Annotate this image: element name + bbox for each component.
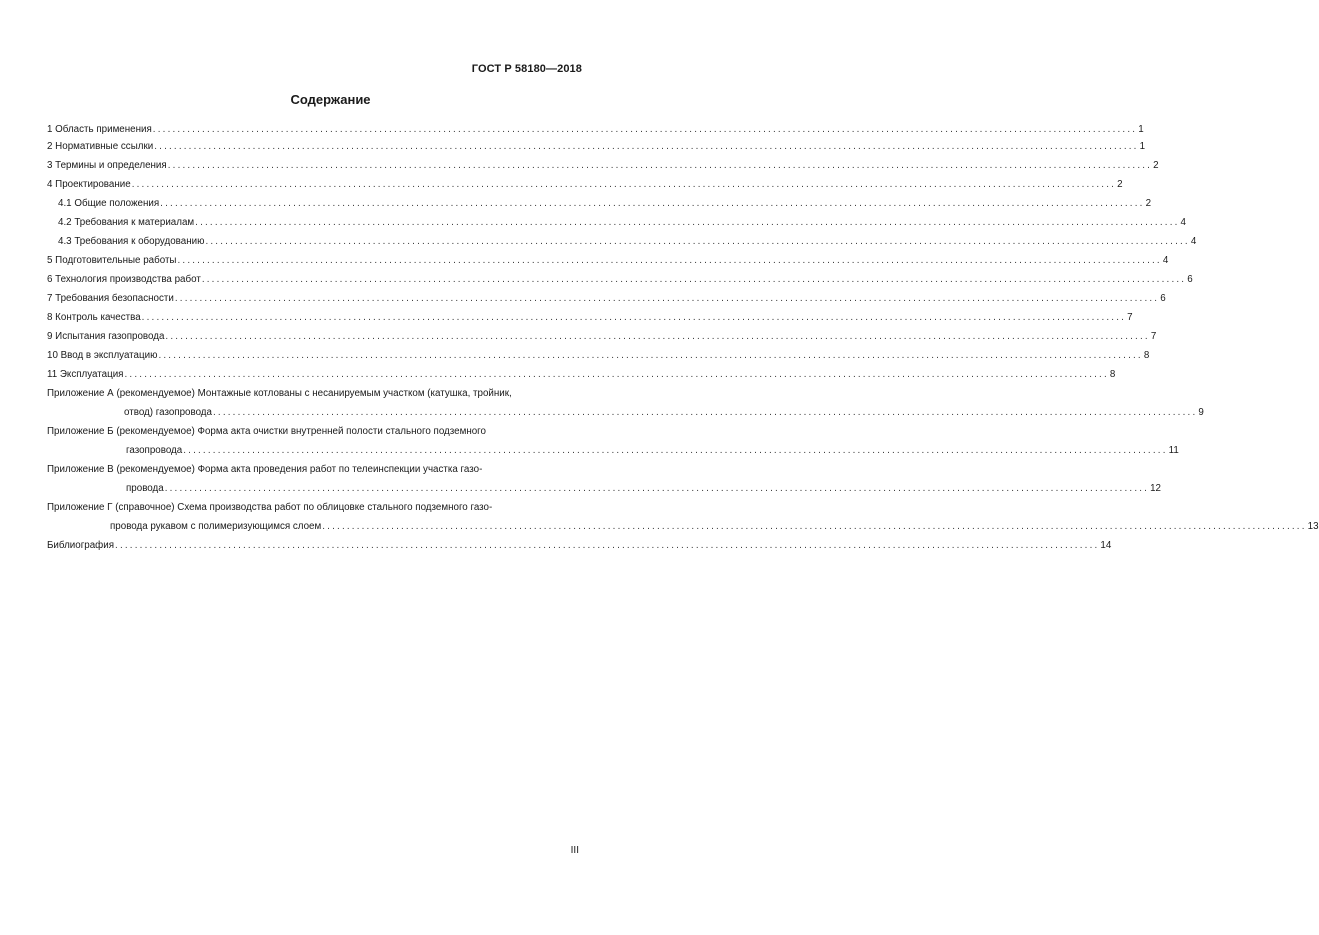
- toc-entry-title: 11 Эксплуатация: [47, 369, 124, 380]
- toc-leader-dots: ........................................................................................................................................................................................................: [195, 217, 1180, 228]
- toc-entry-page: 11: [1168, 445, 1179, 456]
- toc-entry-title: 4.2 Требования к материалам: [58, 217, 195, 228]
- toc-subentry[interactable]: [47, 194, 1152, 213]
- toc-entry-title: Приложение А (рекомендуемое) Монтажные котлованы с несанируемым участком (катушка, тройник,: [47, 388, 512, 399]
- toc-entry[interactable]: [47, 365, 1116, 384]
- toc-appendix-b[interactable]: [47, 422, 1179, 460]
- toc-entry-title: 4.3 Требования к оборудованию: [58, 236, 205, 247]
- toc-leader-dots: ........................................................................................................................................................................................................: [158, 350, 1143, 361]
- toc-entry-page: 8: [1143, 350, 1150, 361]
- toc-entry-page: 9: [1198, 407, 1204, 418]
- toc-leader-dots: ........................................................................................................................................................................................................: [177, 255, 1162, 266]
- toc-entry-page: 12: [1150, 483, 1161, 494]
- toc-subentry[interactable]: [47, 232, 1197, 251]
- toc-entry-page: 1: [1139, 141, 1146, 152]
- toc-entry-page: 2: [1117, 179, 1123, 190]
- toc-entry-page: 13: [1307, 521, 1319, 532]
- toc-entry[interactable]: [47, 175, 1123, 194]
- toc-entry-title: 10 Ввод в эксплуатацию: [47, 350, 158, 361]
- toc-leader-dots: ........................................................................................................................................................................................................: [205, 236, 1190, 247]
- toc-entry-title: Библиография: [47, 540, 115, 551]
- toc-entry-page: 4: [1162, 255, 1169, 266]
- toc-entry[interactable]: [47, 327, 1157, 346]
- toc-entry[interactable]: [47, 289, 1166, 308]
- toc-entry[interactable]: [47, 270, 1193, 289]
- toc-entry-title-continued: отвод) газопровода: [124, 407, 212, 418]
- toc-entry-page: 6: [1187, 274, 1193, 285]
- toc-entry-title: 2 Нормативные ссылки: [47, 141, 154, 152]
- toc-leader-dots: ........................................................................................................................................................................................................: [183, 445, 1168, 456]
- toc-entry-title: Приложение Г (справочное) Схема производства работ по облицовке стального подземного газо-: [47, 502, 493, 513]
- toc-subentry[interactable]: [47, 213, 1186, 232]
- toc-bibliography[interactable]: [47, 536, 1112, 555]
- toc-leader-dots: ........................................................................................................................................................................................................: [165, 331, 1150, 342]
- toc-leader-dots: ........................................................................................................................................................................................................: [152, 124, 1138, 135]
- toc-entry-title-continued: газопровода: [126, 445, 183, 456]
- toc-entry-title: 5 Подготовительные работы: [47, 255, 177, 266]
- toc-entry[interactable]: [47, 346, 1150, 365]
- toc-entry[interactable]: [47, 156, 1159, 175]
- toc-entry[interactable]: [47, 308, 1133, 327]
- toc-entry-title: 6 Технология производства работ: [47, 274, 201, 285]
- toc-entry-title: Приложение В (рекомендуемое) Форма акта проведения работ по телеинспекции участка газо-: [47, 464, 483, 475]
- toc-leader-dots: ........................................................................................................................................................................................................: [164, 483, 1150, 494]
- page-title: Содержание: [290, 92, 371, 107]
- toc-entry-title: 8 Контроль качества: [47, 312, 141, 323]
- toc-entry-title-continued: провода: [126, 483, 164, 494]
- toc-entry-page: 4: [1180, 217, 1186, 228]
- document-code: ГОСТ Р 58180—2018: [471, 63, 582, 75]
- toc-entry-title: 1 Область применения: [47, 124, 152, 135]
- toc-entry[interactable]: [47, 137, 1146, 156]
- toc-entry-page: 7: [1150, 331, 1157, 342]
- toc-leader-dots: ........................................................................................................................................................................................................: [154, 141, 1139, 152]
- page-number: III: [570, 845, 579, 856]
- toc-entry[interactable]: [47, 122, 1144, 137]
- toc-entry-page: 8: [1109, 369, 1116, 380]
- toc-entry-page: 14: [1100, 540, 1112, 551]
- toc-entry-title: 9 Испытания газопровода: [47, 331, 165, 342]
- toc-leader-dots: ........................................................................................................................................................................................................: [124, 369, 1109, 380]
- toc-entry[interactable]: [47, 251, 1169, 270]
- toc-leader-dots: ........................................................................................................................................................................................................: [131, 179, 1117, 190]
- toc-leader-dots: ........................................................................................................................................................................................................: [212, 407, 1198, 418]
- toc-entry-page: 1: [1138, 124, 1144, 135]
- toc-leader-dots: ........................................................................................................................................................................................................: [141, 312, 1127, 323]
- toc-entry-page: 6: [1160, 293, 1166, 304]
- toc-leader-dots: ........................................................................................................................................................................................................: [160, 198, 1145, 209]
- toc-leader-dots: ........................................................................................................................................................................................................: [201, 274, 1187, 285]
- table-of-contents: [47, 122, 1319, 555]
- toc-leader-dots: ........................................................................................................................................................................................................: [115, 540, 1100, 551]
- toc-entry-title: 3 Термины и определения: [47, 160, 167, 171]
- toc-leader-dots: ........................................................................................................................................................................................................: [322, 521, 1307, 532]
- toc-appendix-a[interactable]: [47, 384, 1204, 422]
- toc-entry-title: 7 Требования безопасности: [47, 293, 174, 304]
- toc-entry-title: 4.1 Общие положения: [58, 198, 160, 209]
- toc-entry-title-continued: провода рукавом с полимеризующимся слоем: [110, 521, 322, 532]
- toc-entry-title: Приложение Б (рекомендуемое) Форма акта очистки внутренней полости стального подземного: [47, 426, 486, 437]
- toc-appendix-g[interactable]: [47, 498, 1319, 536]
- toc-entry-page: 7: [1127, 312, 1133, 323]
- toc-leader-dots: ........................................................................................................................................................................................................: [174, 293, 1160, 304]
- toc-appendix-v[interactable]: [47, 460, 1161, 498]
- toc-entry-title: 4 Проектирование: [47, 179, 131, 190]
- toc-entry-page: 4: [1190, 236, 1197, 247]
- toc-leader-dots: ........................................................................................................................................................................................................: [167, 160, 1153, 171]
- toc-entry-page: 2: [1145, 198, 1152, 209]
- toc-entry-page: 2: [1153, 160, 1159, 171]
